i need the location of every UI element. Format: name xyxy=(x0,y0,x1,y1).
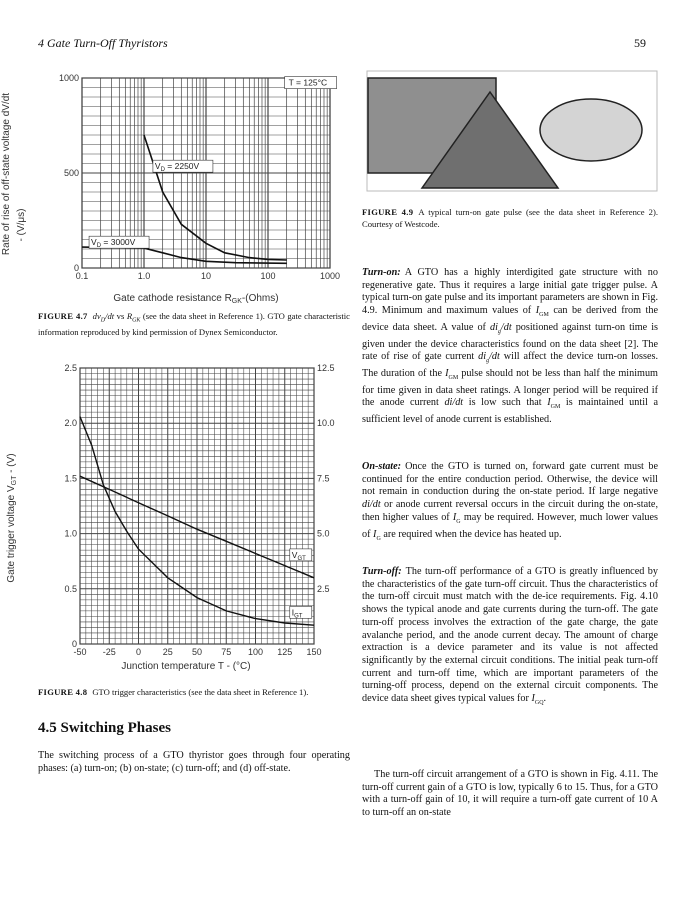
f48-xtick: 25 xyxy=(162,647,173,657)
f47-ylabel: Rate of rise of off-state voltage dV/dt xyxy=(1,92,12,256)
page-number: 59 xyxy=(634,36,646,50)
f47-ytick: 0 xyxy=(73,263,79,273)
figure-4-7-caption: FIGURE 4.7 $dv_D/dt$ vs $R_{GK}$ (see the data sheet in Reference 1). GTO gate characteristic information reproduced by kind permission of Dynex Semiconductor. xyxy=(38,311,350,338)
f48-ytick-left: 2.0 xyxy=(64,418,77,429)
f47-ytick: 500 xyxy=(63,168,79,178)
f48-ytick-left: 1.5 xyxy=(64,473,77,484)
turn-off-paragraph-2: The turn-off circuit arrangement of a GTO is shown in Fig. 4.11. The turn-off current gain of a GTO is low, typically 6 to 15. Thus, for a GTO with a turn-off gain of 10, it will require a turn-off gate current of 10 A to turn-off an on-state xyxy=(362,769,658,819)
f48-ytick-left: 0.5 xyxy=(64,583,77,594)
f47-xlabel: Gate cathode resistance $R_{GK}-(Ohms)$ xyxy=(113,293,279,305)
turn-on-paragraph: Turn-on: A GTO has a highly interdigited gate structure with no regenerative gate. Thus it requires a large initial gate trigger pulse. A typical turn-on gate pulse and its important parameters are shown in Fig. 4.9. Minimum and maximum values of $I_{GM}$ can be derived from the device data sheet. A value of $di_g/dt$ positioned against turn-on time is given under the device characteristics found on the data sheet [2]. The rate of rise of gate current $di_g/dt$ will affect the device turn-on losses. The duration of the $I_{GM}$ pulse should not be less than half the minimum for time given in data sheet ratings. A longer period will be required if the anode current di/dt is low such that $I_{GM}$ is maintained until a sufficient level of anode current is established. xyxy=(362,267,658,426)
light-ellipse xyxy=(540,99,642,161)
f47-annotation: T = 125°C xyxy=(288,77,328,88)
f48-xtick: -25 xyxy=(102,647,116,657)
f47-series-label-3000: $V_D = 3000V$ xyxy=(91,237,136,250)
figure-4-8-caption: FIGURE 4.8 GTO trigger characteristics (see the data sheet in Reference 1). xyxy=(38,687,309,697)
f48-ytick-right: 12.5 xyxy=(317,363,335,373)
f47-xtick: 1.0 xyxy=(137,271,151,281)
section-heading: 4.5 Switching Phases xyxy=(38,720,171,736)
f48-xtick: 0 xyxy=(135,647,142,657)
f47-xtick: 100 xyxy=(260,271,276,281)
f48-xtick: 150 xyxy=(306,647,322,657)
f48-ylabel: Gate trigger voltage $V_{GT} - (V)$ xyxy=(6,453,18,583)
f48-xtick: 75 xyxy=(221,647,232,657)
f48-series-label-vgt: $V_{GT}$ xyxy=(291,549,306,562)
f48-ytick-right: 5.0 xyxy=(317,528,330,539)
f47-ylabel-unit: - (V/μs) xyxy=(16,208,27,242)
f48-ytick-right: 7.5 xyxy=(317,473,330,484)
f47-series-label-2250: $V_D = 2250V$ xyxy=(154,161,200,174)
f47-xtick: 0.1 xyxy=(75,271,89,281)
f48-xtick: 100 xyxy=(247,647,264,657)
f47-ytick: 1000 xyxy=(58,73,79,83)
turn-off-paragraph: Turn-off: The turn-off performance of a GTO is greatly influenced by the characteristics of the gate turn-off circuit. Thus the characteristics of the turn-off circuit must match with the de-ice requirements. Fig. 4.10 shows the typical anode and gate currents during the turn-off. The gate turn-off process involves the extraction of the gate charge, the gate avalanche period, and the anode current decay. The amount of charge extraction is a device parameter and its value is not affected significantly by the external circuit conditions. The initial peak turn-off current and turn-off time, which are important parameters of the turning-off process, depend on the external circuit components. The device data sheet gives typical values for $I_{GQ}$. xyxy=(362,566,658,707)
figure-4-9-caption: FIGURE 4.9 A typical turn-on gate pulse (see the data sheet in Reference 2). Courtesy of Westcode. xyxy=(362,207,658,229)
f48-ytick-left: 1.0 xyxy=(64,528,77,539)
on-state-paragraph: On-state: Once the GTO is turned on, forward gate current must be continued for the entire conduction period. Otherwise, the device will not remain in conduction during the on-state period. If large negative di/dt or anode current reversal occurs in the circuit during the on-state, then higher values of $I_G$ may be required. However, much lower values of $I_G$ are required when the device has heated up. xyxy=(362,461,658,542)
f48-xlabel: Junction temperature T - (°C) xyxy=(121,661,251,672)
running-head: 4 Gate Turn-Off Thyristors xyxy=(38,36,168,50)
f48-ytick-left: 2.5 xyxy=(64,363,77,373)
figure-4-7-chart xyxy=(1,70,350,310)
figure-4-9-graphic xyxy=(366,70,658,192)
f48-xtick: 50 xyxy=(191,647,203,657)
f48-ytick-left: 0 xyxy=(71,639,77,649)
f48-series-label-igt: $I_{GT}$ xyxy=(291,607,303,620)
f48-grid xyxy=(80,368,314,644)
f48-ytick-right: 2.5 xyxy=(317,583,330,594)
intro-paragraph: The switching process of a GTO thyristor goes through four operating phases: (a) turn-on; (b) on-state; (c) turn-off; and (d) off-state. xyxy=(38,750,350,774)
f47-xtick: 1000 xyxy=(319,271,341,281)
figure-4-8-chart xyxy=(6,360,360,680)
f48-xtick: -50 xyxy=(73,647,87,657)
f48-ytick-right: 10.0 xyxy=(317,418,335,429)
f48-xtick: 125 xyxy=(277,647,293,657)
f47-xtick: 10 xyxy=(200,271,212,281)
